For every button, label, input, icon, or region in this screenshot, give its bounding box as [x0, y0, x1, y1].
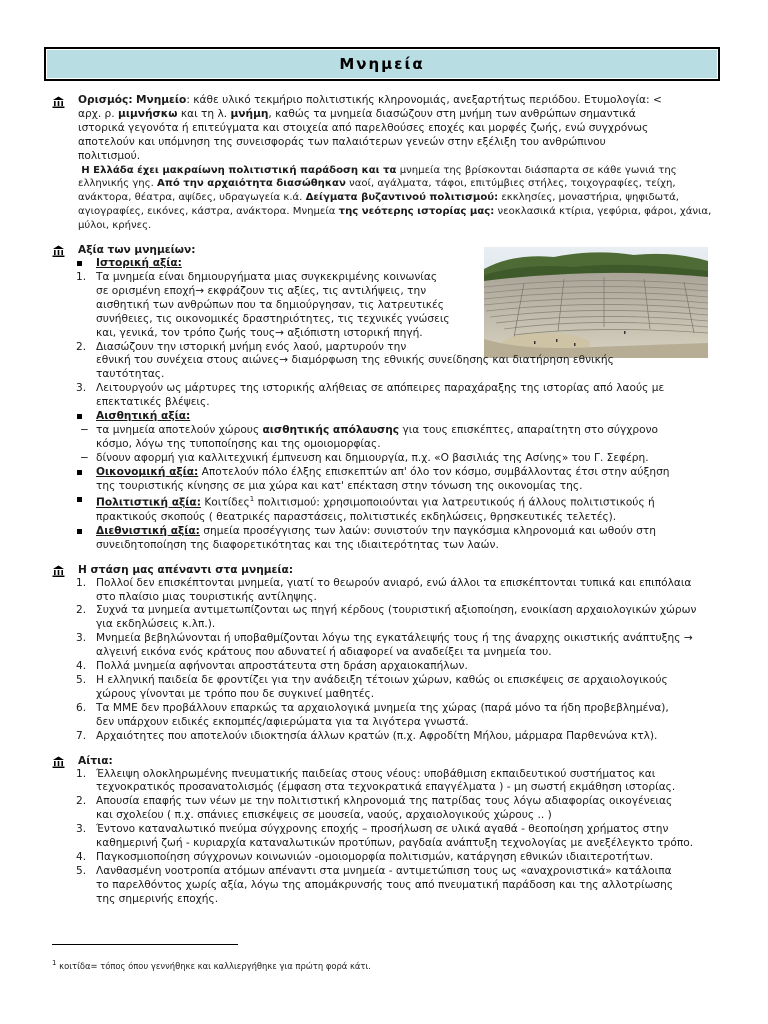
causes-items	[52, 768, 720, 907]
historic-item-line: συνήθειες, τις οικονομικές δραστηριότητες, τις τεχνικές γνώσεις	[96, 312, 450, 325]
historic-item-number: 3.	[76, 382, 87, 395]
definition-line-5: πολιτισμού.	[78, 149, 141, 162]
value-list-2	[52, 466, 720, 553]
definition-line-2: αρχ. ρ. μιμνήσκω και τη λ. μνήμη, καθώς τα μνημεία διασώζουν στη μνήμη των ανθρώπων σημαντικά	[78, 107, 636, 120]
stance-item-line: Πολλοί δεν επισκέπτονται μνημεία, γιατί το θεωρούν ανιαρό, ενώ άλλοι τα επισκέπτονται τυπικά και επιπόλαια	[96, 576, 692, 589]
historic-item-line: και, γενικά, τον τρόπο ζωής τους→ αξιόπιστη ιστορική πηγή.	[96, 326, 423, 339]
historic-item-line: Λειτουργούν ως μάρτυρες της ιστορικής αλήθειας σε απόπειρες παραχάραξης της ιστορίας από λαούς με	[96, 382, 665, 395]
historic-item-number: 1.	[76, 270, 87, 283]
stance-item-line: αλγεινή εικόνα ενός κράτους που αδυνατεί ή αδιαφορεί να αναδείξει τα μνημεία του.	[96, 646, 552, 659]
historic-item-line: επεκτατικές βλέψεις.	[96, 396, 210, 409]
definition-section	[52, 94, 720, 233]
causes-item-line: Λανθασμένη νοοτροπία ατόμων απέναντι στα μνημεία - αντιμετώπιση τους ως «αναχρονιστικά» κατάλοιπα	[96, 864, 672, 877]
greece-para-line-1: Η Ελλάδα έχει μακραίωνη πολιτιστική παράδοση και τα μνημεία της βρίσκονται διάσπαρτα σε κάθε γωνιά της	[81, 164, 677, 176]
historic-item-line: ταυτότητας.	[96, 368, 165, 381]
stance-item	[52, 632, 720, 660]
stance-item-line: δεν υπάρχουν ειδικές εκπομπές/αφιερώματα για τα λιγότερα γνωστά.	[96, 715, 469, 728]
historic-item-line: σε ορισμένη εποχή→ εκφράζουν τις αξίες, τις αντιλήψεις, την	[96, 284, 427, 297]
causes-section	[52, 754, 720, 768]
causes-item	[52, 823, 720, 851]
aesthetic-item-2: − δίνουν αφορμή για καλλιτεχνική έμπνευση και δημιουργία, π.χ. «Ο βασιλιάς της Ασίνης» του Γ. Σεφέρη.	[52, 452, 720, 466]
causes-item	[52, 865, 720, 907]
value-heading: Αξία των μνημείων:	[78, 244, 196, 257]
content	[52, 94, 720, 907]
causes-item-line: τεχνοκρατικός προσανατολισμός (έμφαση στα τεχνοκρατικά επαγγέλματα ) - μη σωστή εκμάθηση ιστορίας.	[96, 781, 676, 794]
aesthetic-list	[52, 410, 720, 424]
aesthetic-item-1: − τα μνημεία αποτελούν χώρους αισθητικής απόλαυσης για τους επισκέπτες, απαραίτητη στο σύγχρονο κόσμο, λόγω της τυποποίησης και της ομοιομορφίας.	[52, 424, 720, 452]
stance-item	[52, 577, 720, 605]
stance-item-line: Πολλά μνημεία αφήνονται απροστάτευτα στη δράση αρχαιοκαπήλων.	[96, 660, 468, 673]
stance-item-number: 3.	[76, 632, 87, 645]
stance-item-line: Συχνά τα μνημεία αντιμετωπίζονται ως πηγή κέρδους (τουριστική αξιοποίηση, ενοικίαση αρχαιολογικών χώρων	[96, 604, 697, 617]
stance-item-line: χώρους γίνονται με τρόπο που δε συγκινεί μαθητές.	[96, 687, 375, 700]
stance-item-number: 4.	[76, 660, 87, 673]
temple-icon	[52, 565, 65, 577]
stance-item-number: 5.	[76, 673, 87, 686]
definition-line-1: Ορισμός: Μνημείο: κάθε υλικό τεκμήριο πολιτιστικής κληρονομιάς, ανεξαρτήτως περιόδου. Ετυμολογία: <	[78, 94, 662, 106]
footnote-divider	[52, 944, 238, 945]
stance-item-line: Αρχαιότητες που αποτελούν ιδιοκτησία άλλων κρατών (π.χ. Αφροδίτη Μήλου, μάρμαρα Παρθενώνα κτλ).	[96, 729, 658, 742]
causes-item-line: καθημερινή ζωή - κυριαρχία καταναλωτικών προτύπων, ραγδαία ανάπτυξη τεχνολογίας με ανεξέλεγκτο τρόπο.	[96, 837, 694, 850]
stance-item	[52, 730, 720, 744]
temple-icon	[52, 245, 65, 257]
definition-line-3: ιστορικά γεγονότα ή επιτεύγματα και στοιχεία από παρελθούσες εποχές και μορφές ζωής, ενώ συγχρόνως	[78, 121, 649, 134]
stance-heading: Η στάση μας απέναντι στα μνημεία:	[78, 563, 294, 576]
stance-items	[52, 577, 720, 744]
stance-item	[52, 660, 720, 674]
causes-item-line: της σημερινής εποχής.	[96, 892, 219, 905]
causes-item-line: Έντονο καταναλωτικό πνεύμα σύγχρονης εποχής – προσήλωση σε υλικά αγαθά - θεοποίηση χρήματος στην	[96, 823, 669, 836]
causes-item	[52, 768, 720, 796]
title-inner	[46, 49, 718, 79]
historic-item-line: Τα μνημεία είναι δημιουργήματα μιας συγκεκριμένης κοινωνίας	[96, 270, 438, 283]
international-value: Διεθνιστική αξία: σημεία προσέγγισης των λαών: συνιστούν την παγκόσμια κληρονομιά και ωθούν στη συνειδητοποίηση της διαφορετικότητας και της ιδιαιτερότητας των λαών.	[52, 525, 720, 553]
causes-item-line: το παρελθόντος χωρίς αξία, λόγω της απομάκρυνσής τους από πνευματική παράδοση και της αλλοτρίωσης	[96, 878, 674, 891]
causes-item	[52, 851, 720, 865]
stance-item-number: 6.	[76, 701, 87, 714]
causes-item-number: 2.	[76, 795, 87, 808]
historic-item	[52, 341, 720, 383]
causes-item-line: Έλλειψη ολοκληρωμένης πνευματικής παιδείας στους νέους: υποβάθμιση εκπαιδευτικού συστήματος και	[96, 767, 656, 780]
stance-section	[52, 563, 720, 577]
causes-item	[52, 795, 720, 823]
causes-item-line: Απουσία επαφής των νέων με την πολιτιστική κληρονομιά της πατρίδας τους λόγω αδιαφορίας οικογένειας	[96, 795, 673, 808]
historic-item	[52, 382, 720, 410]
page-title: Μνημεία	[339, 55, 425, 73]
historic-item-line: Διασώζουν την ιστορική μνήμη ενός λαού, μαρτυρούν την	[96, 340, 407, 353]
causes-item-line: και σχολείου ( π.χ. σπάνιες επισκέψεις σε μουσεία, ναούς, αρχαιολογικούς χώρους .. )	[96, 809, 552, 822]
definition-line-4: αποτελούν και υπόμνηση της συνεισφοράς των παλαιότερων γενεών στην εξέλιξη του ανθρώπινου	[78, 135, 606, 148]
aesthetic-items	[52, 424, 720, 466]
stance-item-number: 2.	[76, 604, 87, 617]
value-list	[52, 257, 720, 271]
title-box	[44, 47, 720, 81]
stance-item-line: στο πλαίσιο μιας τουριστικής αντίληψης.	[96, 590, 317, 603]
causes-item-number: 5.	[76, 864, 87, 877]
historic-value: Ιστορική αξία:	[52, 257, 720, 271]
value-section	[52, 243, 720, 257]
historic-item-number: 2.	[76, 340, 87, 353]
causes-item-number: 4.	[76, 850, 87, 863]
historic-item-line: εθνική του συνέχεια στους αιώνες→ διαμόρφωση της εθνικής συνείδησης και διατήρηση εθνικής	[96, 354, 614, 367]
causes-item-number: 3.	[76, 823, 87, 836]
stance-item-line: Η ελληνική παιδεία δε φροντίζει για την ανάδειξη τέτοιων χώρων, καθώς οι επισκέψεις σε αρχαιολογικούς	[96, 673, 668, 686]
stance-item-number: 7.	[76, 729, 87, 742]
historic-items	[52, 271, 720, 410]
historic-item-line: αισθητική των ανθρώπων που τα δημιούργησαν, τις λατρευτικές	[96, 298, 444, 311]
historic-item	[52, 271, 720, 341]
greece-para-line-2: ελληνικής γης. Από την αρχαιότητα διασώθηκαν ναοί, αγάλματα, τάφοι, επιτύμβιες στήλες, τοιχογραφίες, τείχη,	[78, 178, 676, 190]
causes-item-number: 1.	[76, 767, 87, 780]
stance-item	[52, 674, 720, 702]
stance-item-line: Μνημεία βεβηλώνονται ή υποβαθμίζονται λόγω της εγκατάλειψής τους ή της άναρχης οικιστικής ανάπτυξης →	[96, 632, 693, 645]
greece-para-line-3: ανάκτορα, θέατρα, αψίδες, υδραγωγεία κ.ά. Δείγματα βυζαντινού πολιτισμού: εκκλησίες, μοναστήρια, ψηφιδωτά,	[78, 192, 680, 204]
aesthetic-value: Αισθητική αξία:	[52, 410, 720, 424]
footnote: $^1$ κοιτίδα= τόπος όπου γεννήθηκε και καλλιεργήθηκε για πρώτη φορά κάτι.	[52, 959, 371, 971]
temple-icon	[52, 756, 65, 768]
causes-heading: Αίτια:	[78, 754, 113, 767]
economic-value: Οικονομική αξία: Αποτελούν πόλο έλξης επισκεπτών απ' όλο τον κόσμο, συμβάλλοντας έτσι στην αύξηση της τουριστικής κίνησης σε μια χώρα και κατ' επέκταση στην τόνωση της οικονομίας της.	[52, 466, 720, 494]
stance-item	[52, 702, 720, 730]
temple-icon	[52, 96, 65, 108]
causes-item-line: Παγκοσμιοποίηση σύγχρονων κοινωνιών -ομοιομορφία πολιτισμών, κατάργηση εθνικών ιδιαιτεροτήτων.	[96, 850, 654, 863]
stance-item-number: 1.	[76, 576, 87, 589]
greece-para-line-5: μύλοι, κρήνες.	[78, 220, 152, 232]
greece-para-line-4: αγιογραφίες, εικόνες, κάστρα, ανάκτορα. Μνημεία της νεότερης ιστορίας μας: νεοκλασικά κτίρια, γεφύρια, φάροι, χάνια,	[78, 206, 712, 218]
stance-item-line: Τα ΜΜΕ δεν προβάλλουν επαρκώς τα αρχαιολογικά μνημεία της χώρας (παρά μόνο τα ήδη προβεβλημένα),	[96, 701, 669, 714]
stance-item-line: για εκδηλώσεις κ.λπ.).	[96, 618, 216, 631]
cultural-value: Πολιτιστική αξία: Κοιτίδες$^1$ πολιτισμού: χρησιμοποιούνται για λατρευτικούς ή άλλους πολιτιστικούς ή πρακτικούς σκοπούς ( θεατρικές παραστάσεις, πολιτιστικές εκδηλώσεις, θρησκευτικές τελετές).	[52, 493, 720, 524]
stance-item	[52, 604, 720, 632]
